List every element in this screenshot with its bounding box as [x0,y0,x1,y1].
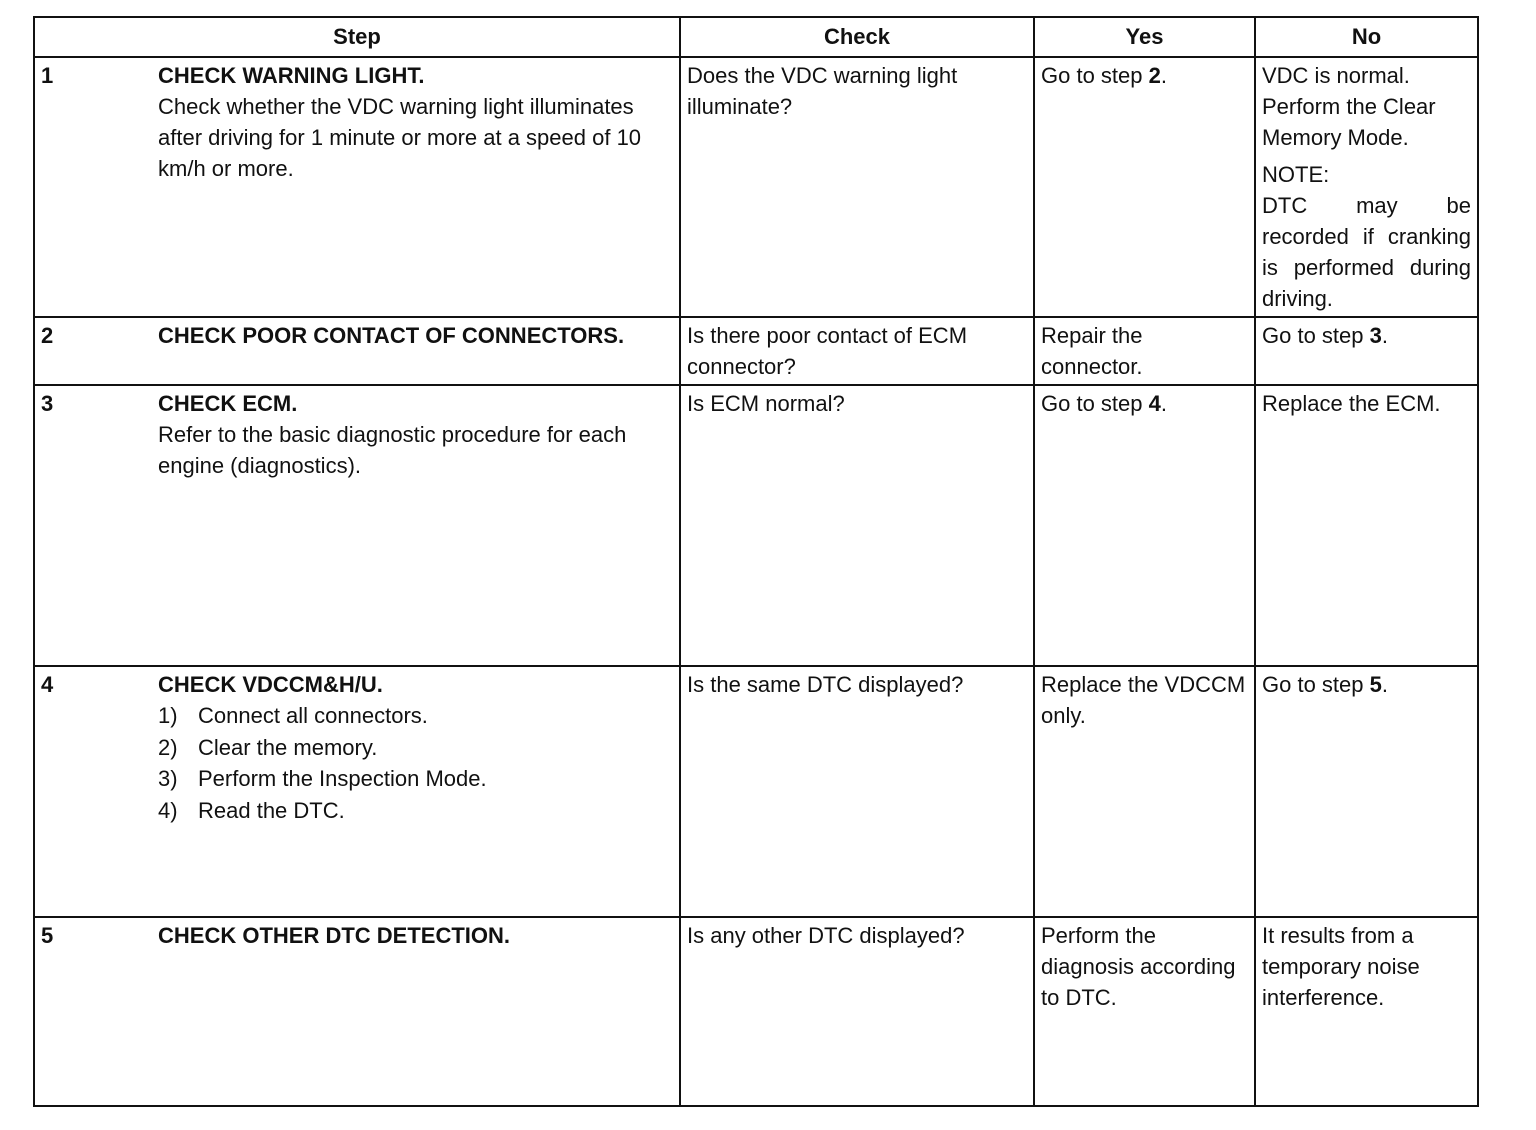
no-cell [1255,666,1478,917]
check-cell [680,57,1034,317]
yes-suffix: . [1160,391,1167,416]
no-suffix: . [1381,323,1388,348]
list-item [158,700,673,732]
step-title: CHECK VDCCM&H/U. [158,672,383,697]
no-step-ref: 5 [1369,672,1382,697]
step-cell [34,57,680,317]
diagnostic-table [33,16,1479,1107]
check-cell [680,385,1034,666]
table-row [34,57,1478,317]
step-cell [34,317,680,385]
no-action: Go to step [1262,323,1370,348]
yes-text [1035,386,1254,421]
yes-action: Go to step [1041,63,1149,88]
no-step-ref: 3 [1369,323,1382,348]
substep-text: Connect all connectors. [198,703,428,728]
substep-text: Perform the Inspection Mode. [198,766,487,791]
header-row [34,17,1478,57]
yes-step-ref: 4 [1148,391,1161,416]
no-suffix: . [1381,672,1388,697]
substep-number: 3) [158,766,178,791]
list-item [158,763,673,795]
table-row [34,666,1478,917]
substep-number: 1) [158,703,178,728]
header-yes: Yes [1034,17,1255,57]
yes-cell [1034,385,1255,666]
step-number: 3 [41,391,54,416]
step-number: 1 [41,63,54,88]
step-cell [34,385,680,666]
check-text: Is ECM normal? [687,391,845,416]
header-no: No [1255,17,1478,57]
no-cell [1255,317,1478,385]
substep-text: Read the DTC. [198,797,345,823]
check-text: Is there poor contact of ECM connector? [687,323,968,379]
header-check: Check [680,17,1034,57]
yes-cell [1034,317,1255,385]
step-number: 4 [41,672,54,697]
no-text: It results from a temporary noise interference. [1262,923,1420,1010]
no-text [1256,667,1477,702]
no-cell [1255,917,1478,1106]
yes-text [1035,58,1254,93]
yes-action: Go to step [1041,391,1149,416]
step-number: 5 [41,923,54,948]
note-body: DTC may be recorded if cranking is performed during driving. [1262,193,1471,311]
step-detail: Refer to the basic diagnostic procedure for each engine (diagnostics). [158,422,627,478]
check-cell [680,917,1034,1106]
substep-list [158,700,673,826]
no-text: Replace the ECM. [1262,391,1441,416]
step-detail: Check whether the VDC warning light illuminates after driving for 1 minute or more at a speed of 10 km/h or more. [158,94,642,181]
diagnostic-procedure-sheet [33,16,1477,1107]
table-row [34,917,1478,1106]
yes-text: Repair the connector. [1041,323,1143,379]
list-item [158,795,673,827]
no-text [1256,318,1477,353]
substep-number: 4) [158,797,178,823]
yes-cell [1034,57,1255,317]
note-label: NOTE: [1262,162,1330,187]
check-text: Does the VDC warning light illuminate? [687,63,958,119]
header-step: Step [34,17,680,57]
substep-number: 2) [158,734,178,760]
substep-text: Clear the memory. [198,734,378,760]
list-item [158,732,673,764]
yes-cell [1034,917,1255,1106]
step-title: CHECK POOR CONTACT OF CONNECTORS. [158,323,625,348]
step-title: CHECK OTHER DTC DETECTION. [158,923,510,948]
no-action: Go to step [1262,672,1370,697]
step-cell [34,666,680,917]
no-cell [1255,385,1478,666]
step-title: CHECK ECM. [158,391,298,416]
check-text: Is the same DTC displayed? [687,672,964,697]
table-row [34,317,1478,385]
no-text: VDC is normal. Perform the Clear Memory Mode. [1262,63,1436,150]
step-title: CHECK WARNING LIGHT. [158,63,425,88]
check-cell [680,317,1034,385]
table-row [34,385,1478,666]
check-cell [680,666,1034,917]
check-text: Is any other DTC displayed? [687,923,965,948]
yes-suffix: . [1160,63,1167,88]
no-cell [1255,57,1478,317]
step-number: 2 [41,323,54,348]
yes-text: Replace the VDCCM only. [1041,672,1246,728]
yes-cell [1034,666,1255,917]
yes-step-ref: 2 [1148,63,1161,88]
step-cell [34,917,680,1106]
yes-text: Perform the diagnosis according to DTC. [1041,923,1236,1010]
